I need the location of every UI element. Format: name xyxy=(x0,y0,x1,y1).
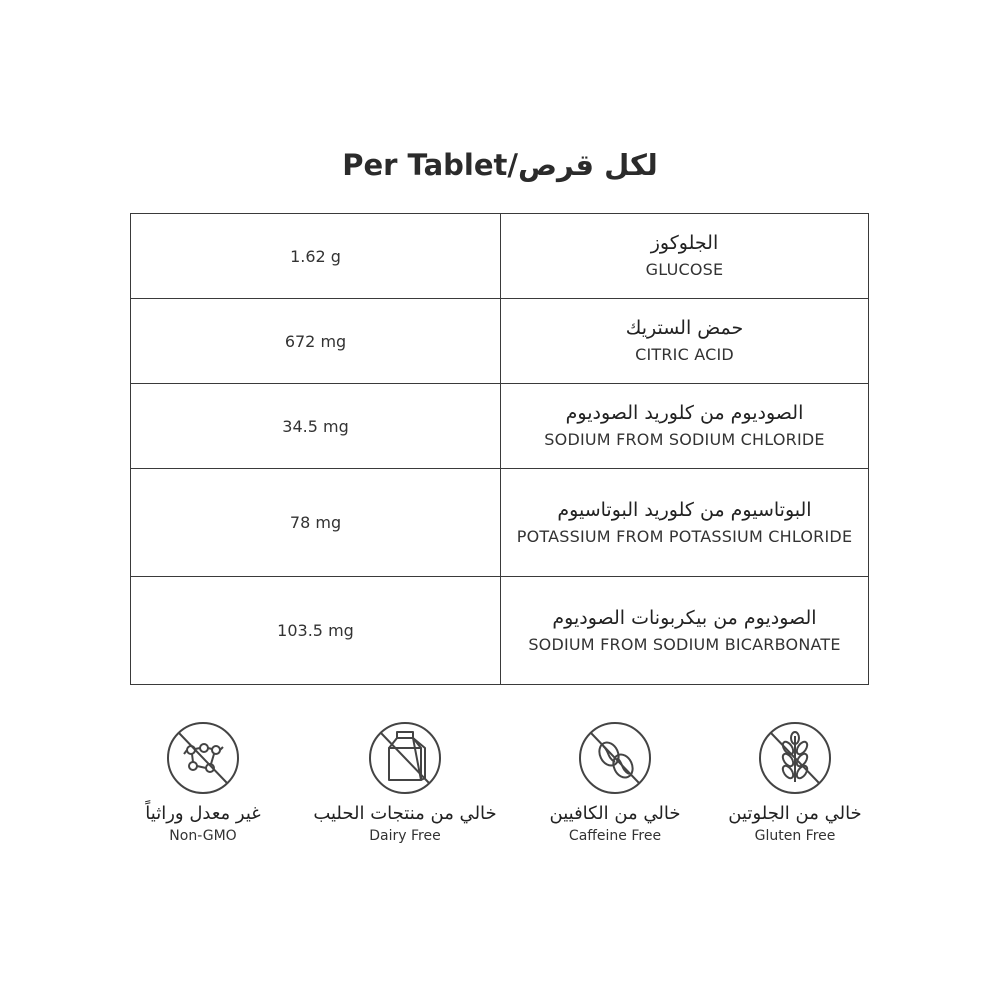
ingredient-name-en: SODIUM FROM SODIUM CHLORIDE xyxy=(544,430,825,449)
non-gmo-icon xyxy=(165,720,241,796)
amount-cell: 78 mg xyxy=(131,469,501,577)
ingredient-name-en: SODIUM FROM SODIUM BICARBONATE xyxy=(528,634,841,654)
table-row xyxy=(131,384,869,469)
badge-label-en: Gluten Free xyxy=(754,828,836,844)
ingredient-cell xyxy=(501,577,869,685)
ingredient-cell xyxy=(501,469,869,577)
amount-cell: 1.62 g xyxy=(131,214,501,299)
badge-non-gmo xyxy=(108,720,298,846)
badge-label-ar: خالي من الكافيين xyxy=(549,803,681,824)
amount-cell: 103.5 mg xyxy=(131,577,501,685)
ingredient-name-ar: حمض الستريك xyxy=(625,317,744,339)
nutrition-table xyxy=(130,213,869,685)
dairy-free-icon xyxy=(367,720,443,796)
ingredient-name-ar: الجلوكوز xyxy=(650,232,719,254)
ingredient-name-ar: البوتاسيوم من كلوريد البوتاسيوم xyxy=(557,498,812,521)
page-title: Per Tablet/لكل قرص xyxy=(342,148,658,182)
amount-cell: 34.5 mg xyxy=(131,384,501,469)
badge-caffeine-free xyxy=(520,720,710,846)
badge-row xyxy=(0,720,1000,860)
amount-cell: 672 mg xyxy=(131,299,501,384)
table-row xyxy=(131,299,869,384)
ingredient-cell xyxy=(501,214,869,299)
badge-label-en: Non-GMO xyxy=(169,828,237,844)
table-row xyxy=(131,577,869,685)
ingredient-cell xyxy=(501,299,869,384)
badge-label-ar: خالي من منتجات الحليب xyxy=(313,803,497,824)
badge-label-ar: غير معدل وراثياً xyxy=(145,803,261,824)
badge-label-en: Caffeine Free xyxy=(568,828,662,844)
ingredient-name-en: CITRIC ACID xyxy=(635,345,734,364)
badge-dairy-free xyxy=(310,720,500,846)
badge-label-en: Dairy Free xyxy=(369,828,441,844)
table-row xyxy=(131,214,869,299)
badge-gluten-free xyxy=(700,720,890,846)
badge-label-ar: خالي من الجلوتين xyxy=(728,803,862,824)
ingredient-name-en: GLUCOSE xyxy=(645,260,724,279)
table-row xyxy=(131,469,869,577)
gluten-free-icon xyxy=(757,720,833,796)
ingredient-name-ar: الصوديوم من بيكربونات الصوديوم xyxy=(552,606,817,629)
ingredient-name-ar: الصوديوم من كلوريد الصوديوم xyxy=(565,402,804,424)
caffeine-free-icon xyxy=(577,720,653,796)
ingredient-cell xyxy=(501,384,869,469)
ingredient-name-en: POTASSIUM FROM POTASSIUM CHLORIDE xyxy=(516,526,853,546)
